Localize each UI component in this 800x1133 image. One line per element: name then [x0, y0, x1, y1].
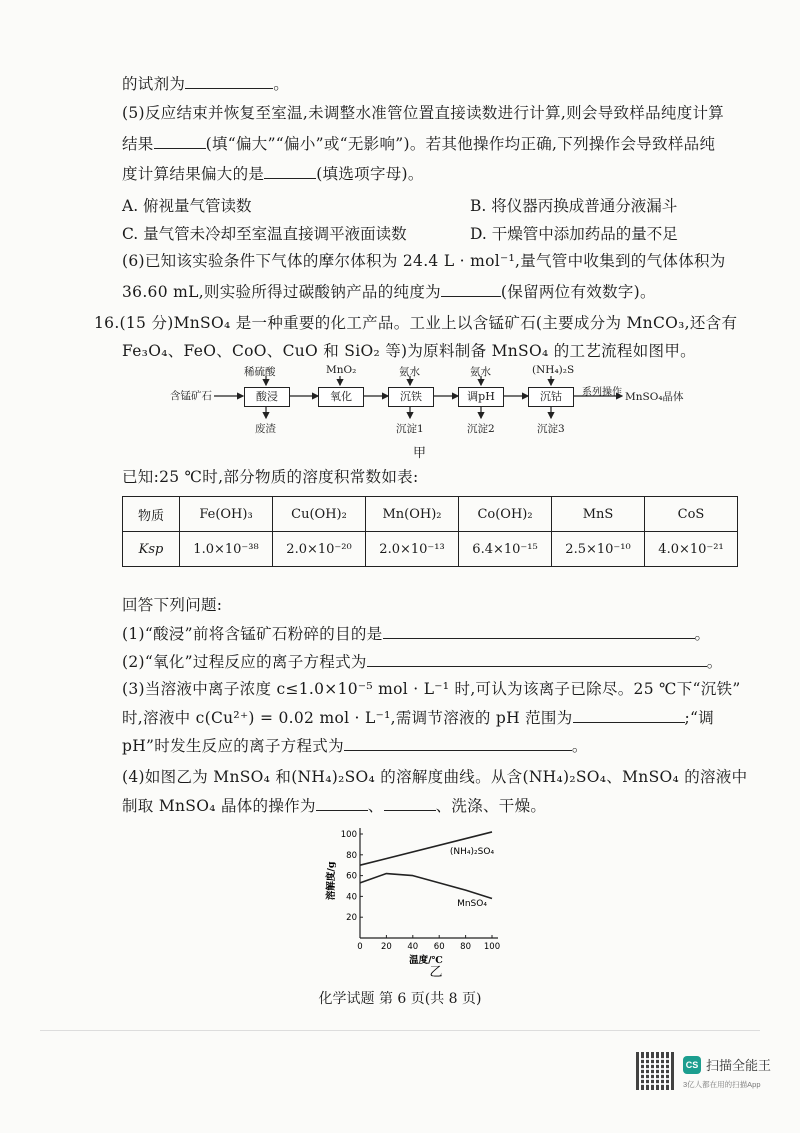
- scanner-app-name: 扫描全能王: [706, 1058, 772, 1073]
- table-row: [123, 532, 738, 567]
- table-cell: 6.4×10⁻¹⁵: [459, 532, 552, 567]
- question-6-line-2: 36.60 mL,则实验所得过碳酸钠产品的纯度为 (保留两位有效数字)。: [122, 280, 656, 303]
- solubility-chart-svg: [320, 822, 520, 980]
- process-flow-diagram: [170, 362, 684, 442]
- part-4-line-2: 制取 MnSO₄ 晶体的操作为 、 、洗涤、干燥。: [122, 794, 546, 817]
- qr-code-icon: [636, 1052, 674, 1090]
- answer-intro: 回答下列问题:: [122, 596, 223, 614]
- table-cell: Co(OH)₂: [459, 497, 552, 532]
- page-footer: 化学试题 第 6 页(共 8 页): [318, 991, 482, 1007]
- series-line-1: [360, 874, 492, 899]
- answer-blank[interactable]: [344, 734, 572, 751]
- scanner-tagline: 3亿人都在用的扫描App: [683, 1080, 761, 1089]
- flow-step: 沉铁: [388, 387, 434, 407]
- question-5-line-1: (5)反应结束并恢复至室温,未调整水准管位置直接读数进行计算,则会导致样品纯度计算: [122, 104, 725, 122]
- y-tick-label: 60: [346, 871, 357, 882]
- page-divider: [40, 1030, 760, 1031]
- part-3-line-1: (3)当溶液中离子浓度 c≤1.0×10⁻⁵ mol · L⁻¹ 时,可认为该离子已除尽。25 ℃下“沉铁”: [122, 680, 741, 698]
- answer-blank[interactable]: [264, 162, 316, 179]
- flow-reagent: (NH₄)₂S: [532, 364, 575, 376]
- flow-step: 沉钴: [528, 387, 574, 407]
- table-row: [123, 497, 738, 532]
- table-cell: 2.0×10⁻¹³: [366, 532, 459, 567]
- answer-blank[interactable]: [367, 650, 707, 667]
- answer-blank[interactable]: [185, 72, 273, 89]
- flow-step: 调pH: [458, 387, 504, 407]
- part-3-line-3: pH”时发生反应的离子方程式为 。: [122, 734, 588, 757]
- solubility-chart: [320, 822, 520, 984]
- table-cell: Mn(OH)₂: [366, 497, 459, 532]
- answer-blank[interactable]: [154, 132, 206, 149]
- x-tick-label: 0: [357, 942, 363, 952]
- answer-blank[interactable]: [573, 706, 685, 723]
- flow-caption: 甲: [413, 446, 427, 461]
- option-d: D. 干燥管中添加药品的量不足: [470, 225, 678, 243]
- question-5-line-3: 度计算结果偏大的是 (填选项字母)。: [122, 162, 424, 185]
- flow-reagent: 稀硫酸: [244, 366, 276, 378]
- question-5-line-2: 结果 (填“偏大”“偏小”或“无影响”)。若其他操作均正确,下列操作会导致样品纯: [122, 132, 715, 155]
- flow-step: 氧化: [318, 387, 364, 407]
- known-statement: 已知:25 ℃时,部分物质的溶度积常数如表:: [122, 468, 419, 486]
- x-tick-label: 100: [483, 942, 501, 952]
- answer-blank[interactable]: [316, 794, 368, 811]
- x-tick-label: 20: [380, 942, 392, 952]
- line-reagent: 的试剂为 。: [122, 72, 289, 95]
- table-cell: MnS: [552, 497, 645, 532]
- flow-residue: 沉淀1: [396, 423, 424, 435]
- table-cell: Cu(OH)₂: [273, 497, 366, 532]
- part-2: (2)“氧化”过程反应的离子方程式为 。: [122, 650, 723, 673]
- y-tick-label: 80: [346, 850, 357, 861]
- part-3-line-2: 时,溶液中 c(Cu²⁺) = 0.02 mol · L⁻¹,需调节溶液的 pH 范围为 ;“调: [122, 706, 714, 729]
- table-header-cell: 物质: [123, 497, 180, 532]
- table-cell: CoS: [645, 497, 738, 532]
- table-cell: 4.0×10⁻²¹: [645, 532, 738, 567]
- x-tick-label: 40: [407, 942, 419, 952]
- part-1: (1)“酸浸”前将含锰矿石粉碎的目的是 。: [122, 622, 710, 645]
- table-cell: 1.0×10⁻³⁸: [180, 532, 273, 567]
- flow-reagent: MnO₂: [326, 364, 357, 376]
- flow-residue: 沉淀3: [537, 423, 565, 435]
- x-tick-label: 80: [460, 942, 472, 952]
- question-16-intro-2: Fe₃O₄、FeO、CoO、CuO 和 SiO₂ 等)为原料制备 MnSO₄ 的工艺流程如图甲。: [122, 342, 696, 360]
- table-header-cell: Ksp: [123, 532, 180, 567]
- part-4-line-1: (4)如图乙为 MnSO₄ 和(NH₄)₂SO₄ 的溶解度曲线。从含(NH₄)₂SO₄、MnSO₄ 的溶液中: [122, 768, 748, 786]
- table-cell: 2.5×10⁻¹⁰: [552, 532, 645, 567]
- y-tick-label: 100: [340, 830, 357, 840]
- option-b: B. 将仪器丙换成普通分液漏斗: [470, 197, 678, 215]
- question-6-line-1: (6)已知该实验条件下气体的摩尔体积为 24.4 L · mol⁻¹,量气管中收集到的气体体积为: [122, 252, 726, 270]
- flow-final-operation: 系列操作: [582, 387, 622, 398]
- answer-blank[interactable]: [383, 622, 695, 639]
- flow-start: 含锰矿石: [170, 390, 212, 402]
- flow-residue: 废渣: [255, 423, 276, 435]
- y-tick-label: 40: [346, 892, 357, 903]
- table-cell: 2.0×10⁻²⁰: [273, 532, 366, 567]
- series-label: (NH₄)₂SO₄: [449, 847, 495, 857]
- flow-step: 酸浸: [244, 387, 290, 407]
- ksp-table: [122, 496, 738, 567]
- y-axis-label: 溶解度/g: [326, 861, 337, 901]
- x-tick-label: 60: [433, 942, 445, 952]
- series-label: MnSO₄: [457, 899, 487, 909]
- table-cell: Fe(OH)₃: [180, 497, 273, 532]
- flow-residue: 沉淀2: [467, 423, 495, 435]
- flow-reagent: 氨水: [470, 366, 491, 378]
- answer-blank[interactable]: [441, 280, 501, 297]
- option-c: C. 量气管未冷却至室温直接调平液面读数: [122, 225, 407, 243]
- flow-end: MnSO₄晶体: [625, 391, 684, 403]
- answer-blank[interactable]: [384, 794, 436, 811]
- option-a: A. 俯视量气管读数: [122, 197, 252, 215]
- chart-caption: 乙: [429, 965, 443, 980]
- question-16-intro-1: 16.(15 分)MnSO₄ 是一种重要的化工产品。工业上以含锰矿石(主要成分为 MnCO₃,还含有: [94, 314, 738, 332]
- x-axis-label: 温度/℃: [409, 955, 443, 966]
- y-tick-label: 20: [346, 913, 357, 924]
- flow-reagent: 氨水: [399, 366, 420, 378]
- camscanner-logo-icon: CS: [683, 1056, 701, 1074]
